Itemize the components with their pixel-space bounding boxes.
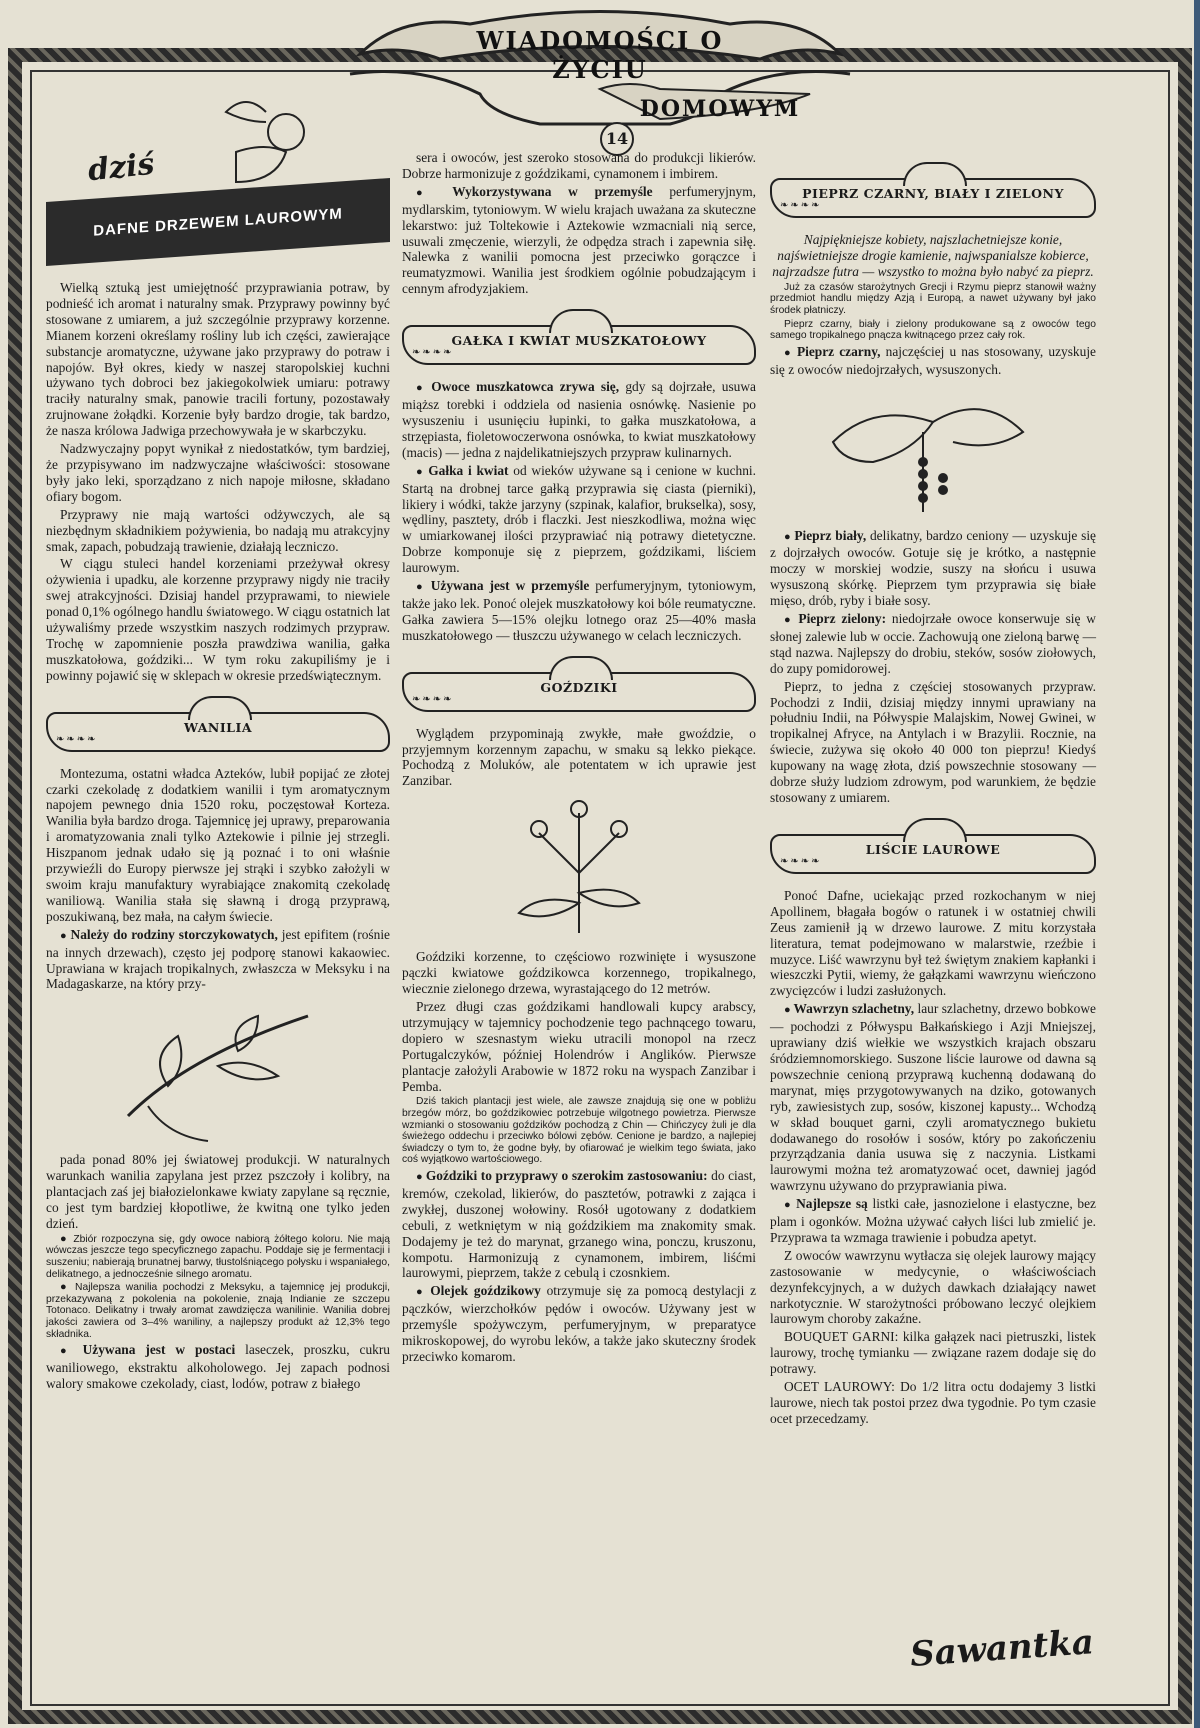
section-header-wanilia — [46, 696, 390, 752]
paragraph: ● Pieprz czarny, najczęściej u nas stosowany, uzyskuje się z owoców niedojrzałych, wysuszonych. — [770, 344, 1096, 378]
paragraph: Przyprawy nie mają wartości odżywczych, ale są niezbędnym składnikiem pożywienia, bo nadają mu atrakcyjny smak, zapach, pobudzają trawienie, działają leczniczo. — [46, 506, 390, 554]
small-paragraph: Już za czasów starożytnych Grecji i Rzymu pieprz stanowił ważny przedmiot handlu między Azją i Europą, a nawet używany był jako środek płatniczy. — [770, 281, 1096, 316]
lead-phrase: ● Gałka i kwiat — [416, 463, 508, 478]
lead-phrase: ● Olejek goździkowy — [416, 1283, 541, 1298]
paragraph: ● Pieprz zielony: niedojrzałe owoce konserwuje się w słonej zalewie lub w occie. Zachowują one zieloną barwę — stąd nazwa. Najlepszy do drobiu, steków, sosów ziołowych, do zupy pomidorowej. — [770, 611, 1096, 677]
small-paragraph: ● Zbiór rozpoczyna się, gdy owoce nabiorą żółtego koloru. Nie mają wówczas jeszcze tego specyficznego zapachu. Poddaje się je fermentacji i suszeniu; nabierają brunatnej barwy, tłustolśniącego połysku i wspaniałego, delikatnego, a jednocześnie silnego aromatu. — [46, 1234, 390, 1280]
lead-phrase: ● Należy do rodziny storczykowatych, — [60, 927, 278, 942]
section-title: LIŚCIE LAUROWE — [865, 841, 1001, 857]
issue-number: 14 — [600, 122, 634, 156]
binding-strip — [1194, 0, 1200, 1728]
vanilla-illustration-icon — [108, 996, 328, 1146]
paragraph: W ciągu stuleci handel korzeniami przeżywał okresy ożywienia i upadku, ale korzenne przyprawy nigdy nie traciły swej atrakcyjności. Dzisiaj handel przyprawami, to niewiele ponad 0,1% ogólnego handlu światowego. W ciągu ostatnich lat używaliśmy przede wszystkim naszych rodzimych przypraw. Trochę w zapomnienie poszła prawdziwa wanilia, gałka muszkatołowa, goździki... W tym roku zakupiliśmy je i powinny pojawić się w sklepach w okresie przedświątecznym. — [46, 556, 390, 683]
clove-illustration-icon — [489, 793, 669, 943]
paragraph: Nadzwyczajny popyt wynikał z niedostatków, tym bardziej, że przypisywano im nadzwyczajne właściwości: stosowane były jako leki, sporządzano z nich napoje miłosne, składano ofiary bogom. — [46, 441, 390, 504]
section-header-pieprz — [770, 162, 1096, 218]
leaf-ornament-icon: ❧❧❧❧ — [412, 347, 454, 359]
section-header-liscie — [770, 818, 1096, 874]
lead-phrase: ● Goździki to przyprawy o szerokim zastosowaniu: — [416, 1168, 708, 1183]
paragraph: Wyglądem przypominają zwykłe, małe gwoździe, o przyjemnym korzennym zapachu, w smaku są lekko piekące. Pochodzą z Moluków, ale potentatem w ich uprawie jest Zanzibar. — [402, 725, 756, 789]
lead-phrase: ● Wawrzyn szlachetny, — [784, 1001, 914, 1016]
paragraph: ● Olejek goździkowy otrzymuje się za pomocą destylacji z pączków, wierzchołków pędów i owoców. Używany jest w przemyśle spożywczym, perfumeryjnym, w preparatyce mikroskopowej, do wyrobu leków, a także jako skuteczny środek przeciwko komarom. — [402, 1283, 756, 1365]
lead-phrase: ● Pieprz czarny, — [784, 344, 881, 359]
paragraph: ● Pieprz biały, delikatny, bardzo ceniony — uzyskuje się z dojrzałych owoców. Gotuje się je krótko, a następnie moczy w morskiej wodzie, suszy na słońcu i usuwa wysuszoną skórkę. Pieprzem tym przyprawia się białe mięso, drób, ryby i białe sosy. — [770, 528, 1096, 610]
paragraph: ● Najlepsze są listki całe, jasnozielone i elastyczne, bez plam i ogonków. Można używać całych liści lub zmielić je. Przyprawa ta wzmaga trawienie i pobudza apetyt. — [770, 1196, 1096, 1246]
author-signature: Sawantka — [908, 1622, 1096, 1675]
lead-phrase: ● Pieprz biały, — [784, 528, 866, 543]
dzis-script: dziś — [86, 146, 156, 189]
paragraph: Goździki korzenne, to częściowo rozwinięte i wysuszone pączki kwiatowe goździkowca korzennego, tropikalnego, wiecznie zielonego drzewa, wyrastającego do 12 metrów. — [402, 949, 756, 997]
leaf-ornament-icon: ❧❧❧❧ — [412, 693, 454, 705]
lead-title: DAFNE DRZEWEM LAUROWYM — [93, 204, 343, 240]
lead-phrase: ● Używana jest w przemyśle — [416, 578, 589, 593]
paragraph: Przez długi czas goździkami handlowali kupcy arabscy, utrzymujący w tajemnicy pochodzenie tego pachnącego towaru, dopiero w szesnastym wieku utracili monopol na rzecz Portugalczyków, później Holendrów i Anglików. Pierwsze plantacje założyli Arabowie w 1872 roku na wyspach Zanzibar i Pemba. — [402, 999, 756, 1094]
column-middle — [402, 150, 756, 1367]
section-title: WANILIA — [183, 719, 253, 735]
column-right — [770, 150, 1096, 1429]
small-paragraph: Dziś takich plantacji jest wiele, ale zawsze znajdują się one w pobliżu brzegów mórz, bo goździkowiec potrzebuje wilgotnego powietrza. Pierwsze wzmianki o stosowaniu goździków pochodzą z Chin — Chińczycy żuli je dla świeżego oddechu i przeciwko bólowi zębów. Cenione je bardzo, a najlepiej świadczy o tym to, że godne były, by ofiarować je wielkim tego świata, jako coś wyjątkowo wartościowego. — [402, 1096, 756, 1166]
paragraph: BOUQUET GARNI: kilka gałązek naci pietruszki, listek laurowy, trochę tymianku — związane razem dodaje się do potrawy. — [770, 1329, 1096, 1377]
masthead-subtitle: DOMOWYM — [639, 96, 801, 122]
lead-title-banner — [46, 178, 390, 266]
lead-phrase: ● Najlepsze są — [784, 1196, 868, 1211]
lead-header — [46, 146, 390, 272]
section-title: PIEPRZ CZARNY, BIAŁY I ZIELONY — [802, 186, 1064, 201]
lead-phrase: ● Używana jest w postaci — [60, 1342, 235, 1357]
leaf-ornament-icon: ❧❧❧❧ — [780, 200, 822, 211]
pepper-illustration-icon — [813, 382, 1053, 522]
section-header-galka — [402, 309, 756, 365]
paragraph: Wielką sztuką jest umiejętność przyprawiania potraw, by podnieść ich aromat i naturalny smak. Przyprawy powinny być stosowane z umiarem, a już szczególnie przyprawy korzenne. Mianem korzeni określamy rośliny lub ich części, zawierające substancje aromatyczne, używane jako przyprawy do potraw i napojów. Był okres, kiedy w naszej staropolskiej kuchni używano tych dobroci bez jakiegokolwiek umiaru: potrawy traciły naturalny smak, panowie tracili fortuny, pozostawały zrujnowane żołądki. Korzenie były bardzo drogie, tak bardzo, że nasza królowa Jadwiga przechowywała je w skarbczyku. — [46, 280, 390, 439]
section-title: GOŹDZIKI — [540, 679, 618, 695]
paragraph: Pieprz, to jedna z częściej stosowanych przypraw. Pochodzi z Indii, dzisiaj między innymi uprawiany na południu Indii, na Półwyspie Malajskim, Nowej Gwinei, w tropikalnej Afryce, na Antylach i w Brazylii. Rocznie, na świecie, zużywa się około 40 000 ton pieprzu! Kiedyś kupowany na wagę złota, dziś powszechnie stosowany — dobrze służy ludziom zdrowym, pod warunkiem, że będzie stosowany z umiarem. — [770, 678, 1096, 805]
paragraph: ● Goździki to przyprawy o szerokim zastosowaniu: do ciast, kremów, czekolad, likierów, do pasztetów, potrawki z zająca i zwykłej, duszonej wołowiny. Rosół ugotowany z dodatkiem cebuli, z wetkniętym w nią goździkiem ma znakomity smak. Dodajemy je też do marynat, grzanego wina, ponczu, kruszonu, kompotu. Harmonizują z cynamonem, imbirem, liśćmi laurowymi, pieprzem, także z cebulą i czosnkiem. — [402, 1168, 756, 1281]
leaf-ornament-icon: ❧❧❧❧ — [780, 855, 822, 867]
masthead-title: WIADOMOŚCI O ŻYCIU — [476, 26, 724, 84]
paragraph: Ponoć Dafne, uciekając przed rozkochanym w niej Apollinem, błagała bogów o ratunek i w ostatniej chwili Zeus zamienił ją w drzewo laurowe. Z mitu korzystała literatura, temat podejmowano w malarstwie, rzeźbie i muzyce. Liść wawrzynu był też świętym znakiem kapłanki i wieszczki Pytii, wiemy, że gałązkami wawrzynu wieńczono zwycięzców i ludzi zasłużonych. — [770, 887, 1096, 999]
paragraph: ● Wykorzystywana w przemyśle perfumeryjnym, mydlarskim, tytoniowym. W wielu krajach uważana za skuteczne lekarstwo: już Toltekowie i Aztekowie wzmacniali nią serce, usuwali zmęczenie, wierzyli, że odpędza strach i zapewnia siłę. Nalewka z wanilii pomocna jest przeciwko gorączce i reumatyzmowi. Wanilia jest środkiem ogólnie pobudzającym i cennym afrodyzjakiem. — [402, 184, 756, 297]
section-title: GAŁKA I KWIAT MUSZKATOŁOWY — [451, 333, 707, 349]
cherub-icon — [196, 92, 316, 192]
paragraph: ● Używana jest w postaci laseczek, proszku, cukru waniliowego, ekstraktu alkoholowego. Jej zapach podnosi walory smakowe czekolady, ciast, lodów, potraw z białego — [46, 1342, 390, 1392]
paragraph: OCET LAUROWY: Do 1/2 litra octu dodajemy 3 listki laurowe, niech tak postoi przez dwa tygodnie. Po tym czasie ocet przecedzamy. — [770, 1379, 1096, 1426]
leaf-ornament-icon: ❧❧❧❧ — [56, 733, 98, 745]
small-paragraph: ● Najlepsza wanilia pochodzi z Meksyku, a tajemnicę jej produkcji, przekazywaną z pokolenia na pokolenie, znają Indianie ze szczepu Totonaco. Delikatny i trwały aromat zawdzięcza wanilinie. Wanilia dobrej jakości zawiera od 3–4% waniliny, a najlepszy produkt aż 12,3% tego składnika. — [46, 1282, 390, 1340]
paragraph: ● Należy do rodziny storczykowatych, jest epifitem (rośnie na innych drzewach), często jej podporę stanowi kakaowiec. Uprawiana w krajach tropikalnych, zwłaszcza w Meksyku i na Madagaskarze, na który przy- — [46, 927, 390, 993]
paragraph: sera i owoców, jest szeroko stosowana do produkcji likierów. Dobrze harmonizuje z goździkami, cynamonem i imbirem. — [402, 150, 756, 181]
lead-phrase: ● Wykorzystywana w przemyśle — [416, 184, 653, 199]
lead-phrase: ● Owoce muszkatowca zrywa się, — [416, 379, 619, 394]
paragraph: ● Używana jest w przemyśle perfumeryjnym, tytoniowym, także jako lek. Ponoć olejek muszkatołowy koi bóle reumatyczne. Gałka zawiera 5—15% olejku lotnego oraz 25—40% masła muszkatołowego — tłuszczu używanego w celach leczniczych. — [402, 578, 756, 644]
paragraph: Z owoców wawrzynu wytłacza się olejek laurowy mający zastosowanie w medycynie, o właściwościach dezynfekcyjnych, a w dużych dawkach działający nawet narkotycznie. W starożytności próbowano leczyć olejkiem laurowym choroby zakaźne. — [770, 1247, 1096, 1327]
masthead — [340, 4, 860, 148]
section-header-gozdziki — [402, 656, 756, 712]
paragraph: ● Gałka i kwiat od wieków używane są i cenione w kuchni. Startą na drobnej tarce gałką przyprawia się ciasta (pierniki), likiery i wódki, także jarzyny (szpinak, kalafior, brukselka), sosy, wędliny, pasztety, drób i flaczki. Jest nieszkodliwa, można więc w umiarkowanej ilości przyprawiać nią potrawy dietetyczne. Dobrze komponuje się z pieprzem, goździkami, liściem laurowym. — [402, 463, 756, 576]
paragraph: ● Owoce muszkatowca zrywa się, gdy są dojrzałe, usuwa miąższ torebki i oddziela od nasienia osnówkę. Nasienie po wysuszeniu i usunięciu łupinki, to gałka muszkatołowa, a strzępiasta, fioletowoczerwona osnówka, to kwiat muszkatołowy (macis) — jedna z najdelikatniejszych przypraw kulinarnych. — [402, 379, 756, 461]
paragraph: pada ponad 80% jej światowej produkcji. W naturalnych warunkach wanilia zapylana jest przez pszczoły i kolibry, na plantacjach zaś jej białozielonkawe kwiaty zapylane są ręcznie, co jest tym bardziej kłopotliwe, że kwitną one tylko jeden dzień. — [46, 1152, 390, 1231]
italic-intro: Najpiękniejsze kobiety, najszlachetniejsze konie, najświetniejsze drogie kamienie, najwspanialsze kobierce, najrzadsze futra — wszystko to można było nabyć za pieprz. — [772, 232, 1094, 279]
paragraph: ● Wawrzyn szlachetny, laur szlachetny, drzewo bobkowe — pochodzi z Półwyspu Bałkańskiego i Azji Mniejszej, uprawiany dziś wiełkie we wszystkich krajach obszaru śródziemnomorskiego. Suszone liście laurowe od dawna są powszechnie cenioną przyprawą kuchenną dodawaną do marynat, mięs przygotowywanych na dziko, gotowanych ryb, zawiesistych zup, sosów, kiszonej kapusty... Wchodzą w skład bouquet garni, czyli aromatycznego bukietu dodawanego do rosołów i sosów, który po zakończeniu przyrządzania dania usuwa się z naczynia. Listkami laurowymi można też aromatyzować ocet, dawniej jagód wawrzynu używano do przyprawiania piwa. — [770, 1001, 1096, 1194]
paragraph: Montezuma, ostatni władca Azteków, lubił popijać ze złotej czarki czekoladę z dodatkiem wanilii i tym aromatycznym napojem pewnego dnia 1520 roku, poczęstował Korteza. Wanilia była bardzo droga. Tajemnicę jej uprawy, preparowania i aromatyzowania znali tylko Aztekowie i pilnie jej strzegli. Hiszpanom jednak udało się ją poznać i to oni właśnie przywieźli do Europy pierwsze jej strąki i szybko założyli w swoim kraju manufaktury wyrabiające znakomitą czekoladę waniliową. Wanilia stała się sławną i drogą przyprawą, poszukiwaną, bez mała, na całym świecie. — [46, 765, 390, 924]
small-paragraph: Pieprz czarny, biały i zielony produkowane są z owoców tego samego tropikalnego pnącza kwitnącego przez cały rok. — [770, 318, 1096, 342]
lead-phrase: ● Pieprz zielony: — [784, 611, 886, 626]
column-left — [46, 146, 391, 1394]
